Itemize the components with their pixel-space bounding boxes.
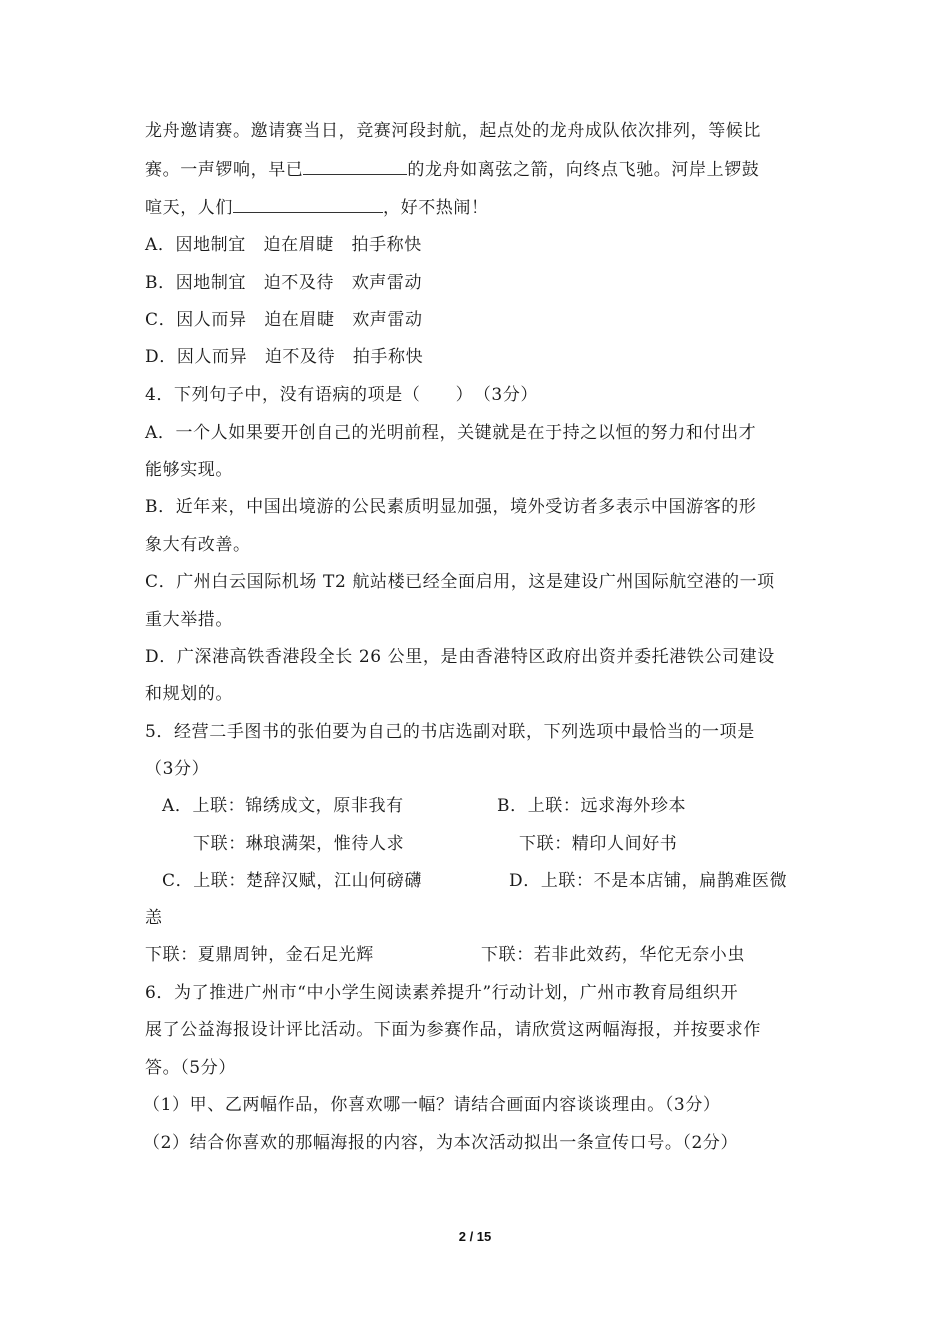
q6-stem-line-3: 答。（5分） xyxy=(145,1058,236,1078)
q5-option-a-lower: 下联：琳琅满架，惟待人求 xyxy=(193,834,405,854)
q5-option-b-upper: B．上联：远求海外珍本 xyxy=(497,796,687,816)
q6-sub-question-1: （1）甲、乙两幅作品，你喜欢哪一幅？请结合画面内容谈谈理由。（3分） xyxy=(143,1095,721,1115)
q4-option-d-line-1: D．广深港高铁香港段全长 26 公里，是由香港特区政府出资并委托港铁公司建设 xyxy=(145,647,775,667)
q3-text-line-3-before: 喧天，人们 xyxy=(145,198,233,218)
q5-option-d-upper-wrap: 恙 xyxy=(145,908,163,928)
q3-text-line-3-after: ，好不热闹！ xyxy=(383,198,489,218)
q5-option-a-upper: A．上联：锦绣成文，原非我有 xyxy=(162,796,404,816)
page-number: 2 / 15 xyxy=(458,1229,492,1244)
q3-option-c: C．因人而异 迫在眉睫 欢声雷动 xyxy=(145,310,423,330)
q5-stem-line-1: 5．经营二手图书的张伯要为自己的书店选副对联，下列选项中最恰当的一项是 xyxy=(145,722,755,742)
q3-text-line-2-after: 的龙舟如离弦之箭，向终点飞驰。河岸上锣鼓 xyxy=(407,160,760,180)
q4-option-d-line-2: 和规划的。 xyxy=(145,684,233,704)
q6-stem-line-2: 展了公益海报设计评比活动。下面为参赛作品，请欣赏这两幅海报，并按要求作 xyxy=(145,1020,761,1040)
q4-option-c-line-1: C．广州白云国际机场 T2 航站楼已经全面启用，这是建设广州国际航空港的一项 xyxy=(145,572,775,592)
q4-option-a-line-1: A．一个人如果要开创自己的光明前程，关键就是在于持之以恒的努力和付出才 xyxy=(145,423,757,443)
q5-stem-line-2: （3分） xyxy=(145,759,210,779)
q3-text-line-1: 龙舟邀请赛。邀请赛当日，竞赛河段封航，起点处的龙舟成队依次排列，等候比 xyxy=(145,121,761,141)
q3-text-line-3 xyxy=(145,196,489,219)
q3-text-line-2-before: 赛。一声锣响，早已 xyxy=(145,160,304,180)
q4-option-a-line-2: 能够实现。 xyxy=(145,460,233,480)
q5-option-b-lower: 下联：精印人间好书 xyxy=(519,834,678,854)
q4-option-c-line-2: 重大举措。 xyxy=(145,610,233,630)
q3-option-d: D．因人而异 迫不及待 拍手称快 xyxy=(145,347,424,367)
q6-stem-line-1: 6．为了推进广州市“中小学生阅读素养提升”行动计划，广州市教育局组织开 xyxy=(145,983,739,1003)
q5-option-d-upper: D．上联：不是本店铺，扁鹊难医微 xyxy=(509,871,788,891)
q4-stem: 4．下列句子中，没有语病的项是（ ） （3分） xyxy=(145,385,539,405)
q3-text-line-2 xyxy=(145,158,759,181)
q3-fill-blank-1[interactable] xyxy=(303,158,407,175)
q4-option-b-line-2: 象大有改善。 xyxy=(145,535,251,555)
q5-option-c-upper: C．上联：楚辞汉赋，江山何磅礴 xyxy=(162,871,423,891)
q6-sub-question-2: （2）结合你喜欢的那幅海报的内容，为本次活动拟出一条宣传口号。（2分） xyxy=(143,1133,739,1153)
q4-option-b-line-1: B．近年来，中国出境游的公民素质明显加强，境外受访者多表示中国游客的形 xyxy=(145,497,757,517)
q5-option-c-lower: 下联：夏鼎周钟，金石足光辉 xyxy=(145,945,374,965)
q5-option-d-lower: 下联：若非此效药，华佗无奈小虫 xyxy=(481,945,745,965)
q3-option-b: B．因地制宜 迫不及待 欢声雷动 xyxy=(145,273,423,293)
q3-option-a: A．因地制宜 迫在眉睫 拍手称快 xyxy=(145,235,422,255)
q3-fill-blank-2[interactable] xyxy=(233,196,383,213)
